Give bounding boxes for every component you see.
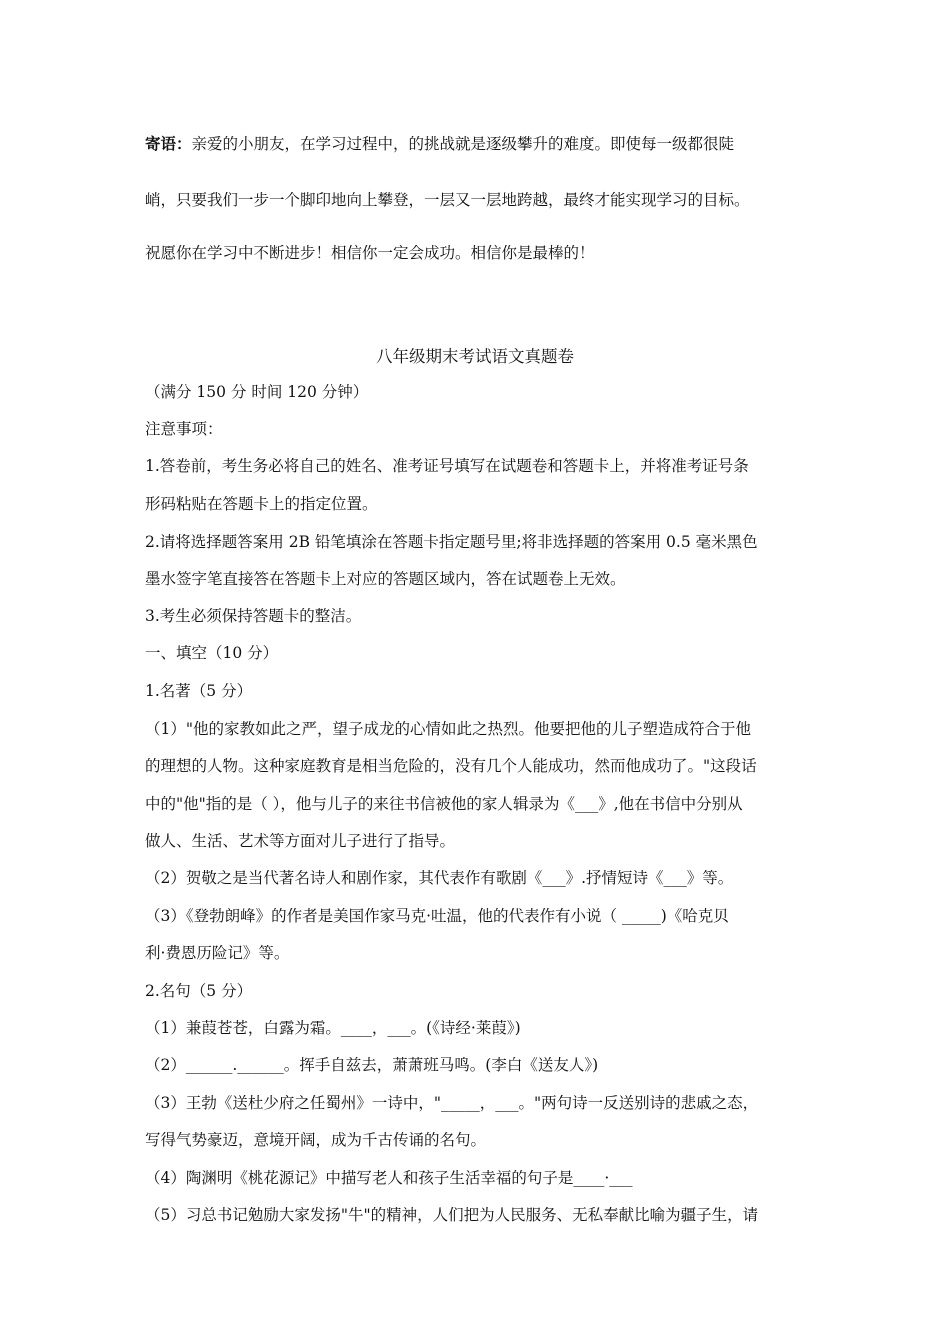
notice-2-line-1: 2.请将选择题答案用 2B 铅笔填涂在答题卡指定题号里;将非选择题的答案用 0.5 毫米黑色 (145, 533, 758, 551)
question-2-4: （4）陶渊明《桃花源记》中描写老人和孩子生活幸福的句子是____·___ (145, 1169, 633, 1187)
question-1-1-line-3: 中的"他"指的是（ ），他与儿子的来往书信被他的家人辑录为《___》,他在书信中分别从 (145, 795, 743, 813)
question-1-heading: 1.名著（5 分） (145, 682, 253, 700)
notice-3: 3.考生必须保持答题卡的整洁。 (145, 607, 362, 625)
question-2-2: （2）______.______。挥手自兹去，萧萧班马鸣。(李白《送友人》) (145, 1056, 599, 1074)
exam-meta: （满分 150 分 时间 120 分钟） (145, 383, 369, 401)
notice-1-line-2: 形码粘贴在答题卡上的指定位置。 (145, 495, 378, 513)
question-1-1-line-1: （1）"他的家教如此之严，望子成龙的心情如此之热烈。他要把他的儿子塑造成符合于他 (145, 720, 751, 738)
notice-1-line-1: 1.答卷前，考生务必将自己的姓名、准考证号填写在试题卷和答题卡上，并将准考证号条 (145, 457, 749, 475)
message-line-2: 峭，只要我们一步一个脚印地向上攀登，一层又一层地跨越，最终才能实现学习的目标。 (145, 191, 750, 209)
question-1-1-line-4: 做人、生活、艺术等方面对儿子进行了指导。 (145, 832, 456, 850)
notice-heading: 注意事项： (145, 420, 223, 438)
section-1-heading: 一、填空（10 分） (145, 644, 279, 662)
exam-title: 八年级期末考试语文真题卷 (376, 347, 574, 366)
message-line-1 (145, 134, 810, 154)
question-1-3-line-2: 利·费恩历险记》等。 (145, 944, 290, 962)
question-1-2: （2）贺敬之是当代著名诗人和剧作家，其代表作有歌剧《___》.抒情短诗《___》等。 (145, 869, 734, 887)
message-text-1: 亲爱的小朋友，在学习过程中，的挑战就是逐级攀升的难度。即使每一级都很陡 (191, 135, 735, 153)
question-2-5: （5）习总书记勉励大家发扬"牛"的精神，人们把为人民服务、无私奉献比喻为疆子生，请 (145, 1206, 759, 1224)
question-2-3-line-1: （3）王勃《送杜少府之任蜀州》一诗中，"_____，___。"两句诗一反送别诗的悲戚之态， (145, 1094, 759, 1112)
question-1-3-line-1: （3）《登勃朗峰》的作者是美国作家马克·吐温，他的代表作有小说（ _____)《哈克贝 (145, 907, 729, 925)
question-1-1-line-2: 的理想的人物。这种家庭教育是相当危险的，没有几个人能成功，然而他成功了。"这段话 (145, 757, 757, 775)
question-2-heading: 2.名句（5 分） (145, 982, 253, 1000)
message-label: 寄语： (145, 134, 192, 153)
message-line-3: 祝愿你在学习中不断进步！相信你一定会成功。相信你是最棒的！ (145, 244, 595, 262)
notice-2-line-2: 墨水签字笔直接答在答题卡上对应的答题区域内，答在试题卷上无效。 (145, 570, 626, 588)
question-2-3-line-2: 写得气势豪迈，意境开阔，成为千古传诵的名句。 (145, 1131, 487, 1149)
question-2-1: （1）兼葭苍苍，白露为霜。____，___。(《诗经·莱葭》) (145, 1019, 521, 1037)
